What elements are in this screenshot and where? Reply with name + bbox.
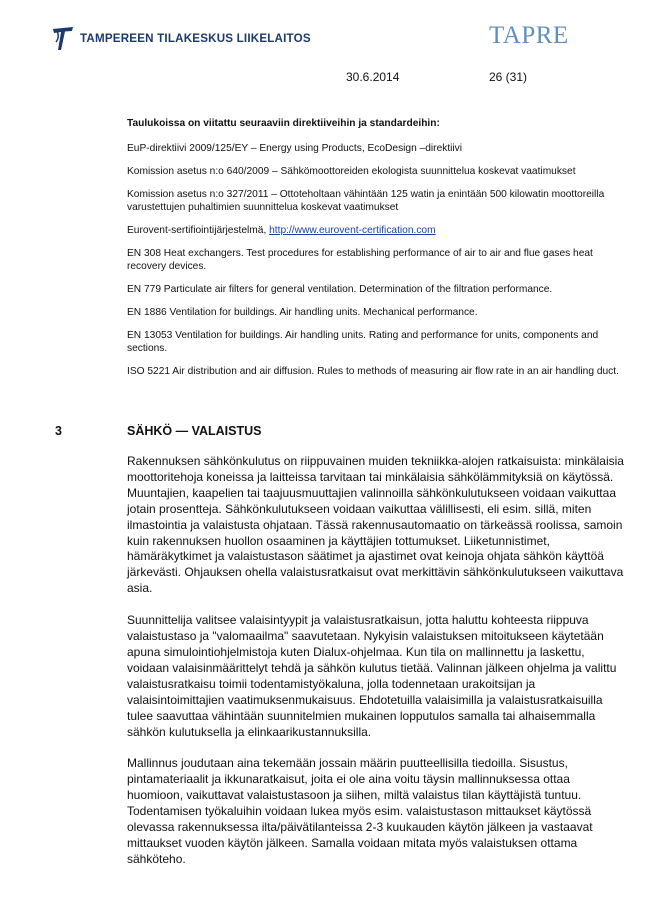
reference-item: EuP-direktiivi 2009/125/EY – Energy using Products, EcoDesign –direktiivi (127, 143, 463, 154)
body-paragraph: Mallinnus joudutaan aina tekemään jossain määrin puutteellisilla tiedoilla. Sisustus, pintamateriaalit ja ikkunaratkaisut, joita ei ole aina voitu täysin mallinnuksessa ottaa huomioon, vaikuttavat valaistustasoon ja siihen, miltä valaistus tilan käyttäjistä tuntuu. Todentamisen työkaluihin voidaan lukea myös esim. valaistustason mittaukset käytössä olevassa rakennuksessa ilta/päivätilanteissa 2-3 kuukauden käytön jälkeen ja vastaavat mittaukset vuoden käytön jälkeen. Samalla voidaan mitata myös valaistuksen ottama sähköteho. (127, 756, 593, 866)
page-number: 26 (31) (489, 70, 528, 84)
reference-item: EN 308 Heat exchangers. Test procedures for establishing performance of air to air and flue gases heat recovery devices. (127, 248, 593, 272)
reference-text: Eurovent-sertifiointijärjestelmä, (127, 225, 270, 236)
reference-item: EN 1886 Ventilation for buildings. Air handling units. Mechanical performance. (127, 307, 478, 318)
reference-item: Komission asetus n:o 640/2009 – Sähkömoottoreiden ekologista suunnittelua koskevat vaatimukset (127, 166, 576, 177)
references-section (127, 117, 627, 388)
document-date: 30.6.2014 (346, 70, 400, 84)
body-paragraph: Rakennuksen sähkönkulutus on riippuvainen muiden tekniikka-alojen ratkaisuista: minkälaisia moottoritehoja koneissa ja laitteissa tarvitaan tai minkälaisia sähkölämmityksiä on käytössä. Muuntajien, kaapelien tai taajuusmuuttajien valinnoilla sähkönkulutukseen voidaan vaikuttaa jotain prosentteja. Sähkönkulutukseen voidaan vaikuttaa välillisesti, eli esim. sillä, miten ilmastointia ja valaistusta ohjataan. Tässä rakennusautomaatio on tärkeässä roolissa, samoin kuin rakennuksen huollon osaaminen ja käyttäjien tottumukset. Liiketunnistimet, hämäräkytkimet ja valaistustason säätimet ja ajastimet ovat keinoja ohjata sähkön käyttöä järkevästi. Ohjauksen ohella valaistusratkaisut ovat merkittävin sähkönkulutukseen vaikuttava asia. (127, 454, 624, 596)
brand-wordmark: TAPRE (489, 22, 569, 49)
section-number: 3 (55, 424, 62, 438)
references-heading: Taulukoissa on viitattu seuraaviin direktiiveihin ja standardeihin: (127, 118, 440, 129)
reference-item: EN 13053 Ventilation for buildings. Air handling units. Rating and performance for units, components and sections. (127, 330, 599, 354)
section-title: SÄHKÖ — VALAISTUS (127, 424, 262, 438)
body-paragraph: Suunnittelija valitsee valaisintyypit ja valaistusratkaisun, jotta haluttu kohteesta riippuva valaistustaso ja "valomaailma" saavutetaan. Nykyisin valaistuksen mitoitukseen käytetään apuna simulointiohjelmistoja kuten Dialux-ohjelmaa. Kun tila on mallinnettu ja laskettu, voidaan valaisinmäärittelyt tehdä ja sähkön kulutus tietää. Valinnan jälkeen ohjelma ja valittu valaistusratkaisu toimii todentamistyökaluna, jolla todennetaan urakoitsijan ja valaisintoimittajien vaatimuksenmukaisuus. Ehdotetuilla valaisimilla ja valaistusratkaisuilla tulee saavuttaa vähintään suunnitelmien mukainen lopputulos samalla tai alhaisemmalla sähkön kulutuksella ja elinkaarikustannuksilla. (127, 613, 617, 739)
reference-item: EN 779 Particulate air filters for general ventilation. Determination of the filtration performance. (127, 284, 553, 295)
organization-header (52, 25, 311, 51)
eurovent-link[interactable]: http://www.eurovent-certification.com (269, 225, 436, 236)
section-body (127, 454, 624, 884)
reference-item: ISO 5221 Air distribution and air diffusion. Rules to methods of measuring air flow rate in an air handling duct. (127, 366, 619, 377)
reference-item: Komission asetus n:o 327/2011 – Ottoteholtaan vähintään 125 watin ja enintään 500 kilowatin moottoreilla varustettujen puhaltimien suunnittelua koskevat vaatimukset (127, 189, 605, 213)
reference-item-eurovent (127, 224, 627, 237)
tampere-logo-icon (52, 25, 74, 51)
organization-name: TAMPEREEN TILAKESKUS LIIKELAITOS (80, 31, 311, 45)
